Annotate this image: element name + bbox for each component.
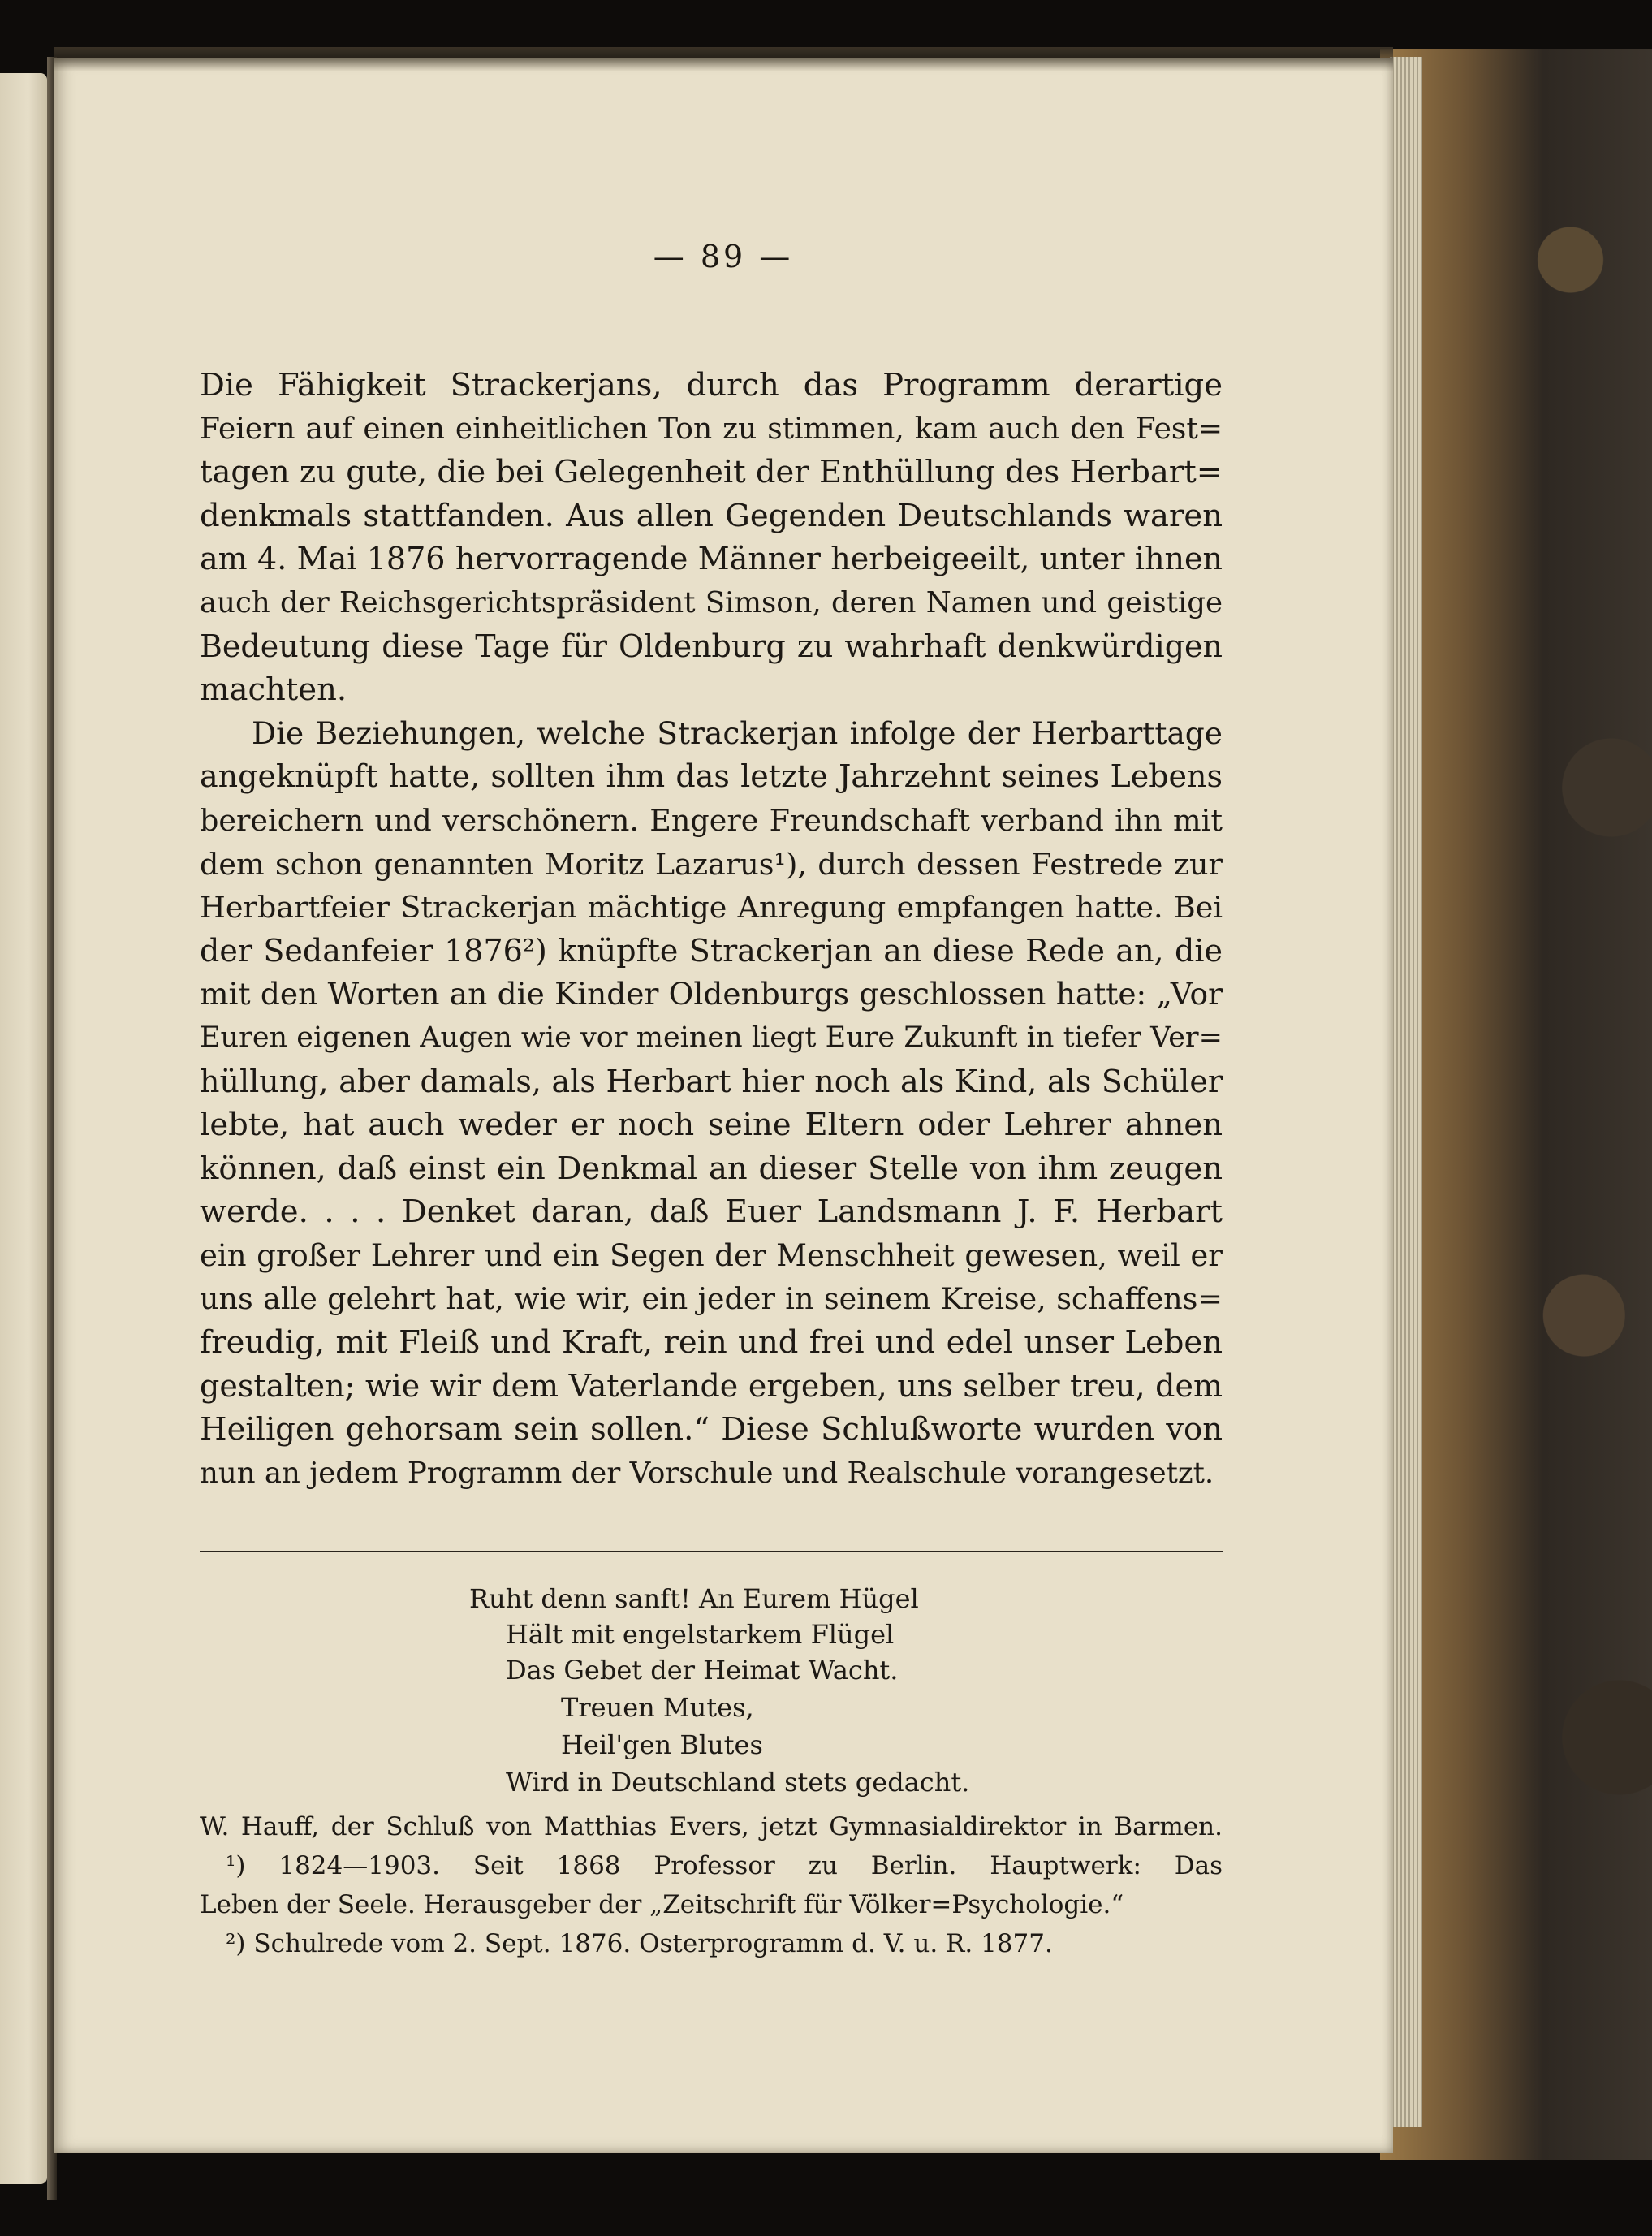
body-text <box>200 364 1223 1495</box>
text-line: gestalten; wie wir dem Vaterlande ergeben, uns selber treu, dem <box>200 1367 1223 1404</box>
text-line: uns alle gelehrt hat, wie wir, ein jeder in seinem Kreise, schaffens= <box>200 1281 1223 1317</box>
text-line: auch der Reichsgerichtspräsident Simson, deren Namen und geistige <box>200 585 1223 619</box>
poem-line: Heil'gen Blutes <box>561 1729 763 1760</box>
poem-attribution: W. Hauff, der Schluß von Matthias Evers, jetzt Gymnasialdirektor in Barmen. <box>200 1812 1223 1841</box>
text-line: dem schon genannten Moritz Lazarus¹), durch dessen Festrede zur <box>200 846 1223 882</box>
text-line: bereichern und verschönern. Engere Freundschaft verband ihn mit <box>200 802 1223 838</box>
text-line: denkmals stattfanden. Aus allen Gegenden Deutschlands waren <box>200 497 1223 534</box>
text-line: machten. <box>200 671 347 709</box>
page-number: — 89 — <box>653 239 794 274</box>
poem-line: Treuen Mutes, <box>561 1692 754 1723</box>
poem-line: Hält mit engelstarkem Flügel <box>506 1619 895 1650</box>
footnote-rule <box>200 1551 1223 1552</box>
page-stack-edge <box>1390 57 1422 2127</box>
text-line: tagen zu gute, die bei Gelegenheit der Enthüllung des Herbart= <box>200 454 1223 491</box>
book-page <box>54 58 1393 2153</box>
text-line: ein großer Lehrer und ein Segen der Menschheit gewesen, weil er <box>200 1237 1223 1273</box>
text-line: der Sedanfeier 1876²) knüpfte Strackerjan an diese Rede an, die <box>200 932 1223 969</box>
text-line: nun an jedem Programm der Vorschule und Realschule vorangesetzt. <box>200 1456 1214 1490</box>
text-line: Euren eigenen Augen wie vor meinen liegt Eure Zukunft in tiefer Ver= <box>200 1021 1223 1054</box>
text-line: Herbartfeier Strackerjan mächtige Anregung empfangen hatte. Bei <box>200 890 1223 926</box>
text-line: Feiern auf einen einheitlichen Ton zu stimmen, kam auch den Fest= <box>200 412 1223 446</box>
footnotes <box>200 1807 1223 1963</box>
text-line: können, daß einst ein Denkmal an dieser Stelle von ihm zeugen <box>200 1150 1223 1187</box>
poem-line: Ruht denn sanft! An Eurem Hügel <box>469 1583 919 1614</box>
poem-line: Das Gebet der Heimat Wacht. <box>506 1655 899 1686</box>
text-line: am 4. Mai 1876 hervorragende Männer herbeigeeilt, unter ihnen <box>200 541 1223 577</box>
text-line: lebte, hat auch weder er noch seine Eltern oder Lehrer ahnen <box>200 1107 1223 1144</box>
footnote-2: ²) Schulrede vom 2. Sept. 1876. Osterprogramm d. V. u. R. 1877. <box>226 1929 1053 1958</box>
text-line: hüllung, aber damals, als Herbart hier noch als Kind, als Schüler <box>200 1063 1223 1099</box>
text-line: freudig, mit Fleiß und Kraft, rein und frei und edel unser Leben <box>200 1324 1223 1362</box>
page-top-shadow <box>54 47 1393 71</box>
text-line: Die Beziehungen, welche Strackerjan infolge der Herbarttage <box>252 714 1223 751</box>
text-line: mit den Worten an die Kinder Oldenburgs geschlossen hatte: „Vor <box>200 976 1223 1012</box>
text-line: Heiligen gehorsam sein sollen.“ Diese Schlußworte wurden von <box>200 1411 1223 1448</box>
footnote-1: ¹) 1824—1903. Seit 1868 Professor zu Berlin. Hauptwerk: Das <box>226 1851 1223 1880</box>
text-line: angeknüpft hatte, sollten ihm das letzte Jahrzehnt seines Lebens <box>200 758 1223 795</box>
footnote-1-continued: Leben der Seele. Herausgeber der „Zeitschrift für Völker=Psychologie.“ <box>200 1890 1124 1919</box>
text-line: Bedeutung diese Tage für Oldenburg zu wahrhaft denkwürdigen <box>200 628 1223 664</box>
text-line: Die Fähigkeit Strackerjans, durch das Programm derartige <box>200 367 1223 404</box>
poem-line: Wird in Deutschland stets gedacht. <box>506 1767 970 1798</box>
left-page-edge <box>0 73 47 2184</box>
text-line: werde. . . . Denket daran, daß Euer Landsmann J. F. Herbart <box>200 1194 1223 1231</box>
